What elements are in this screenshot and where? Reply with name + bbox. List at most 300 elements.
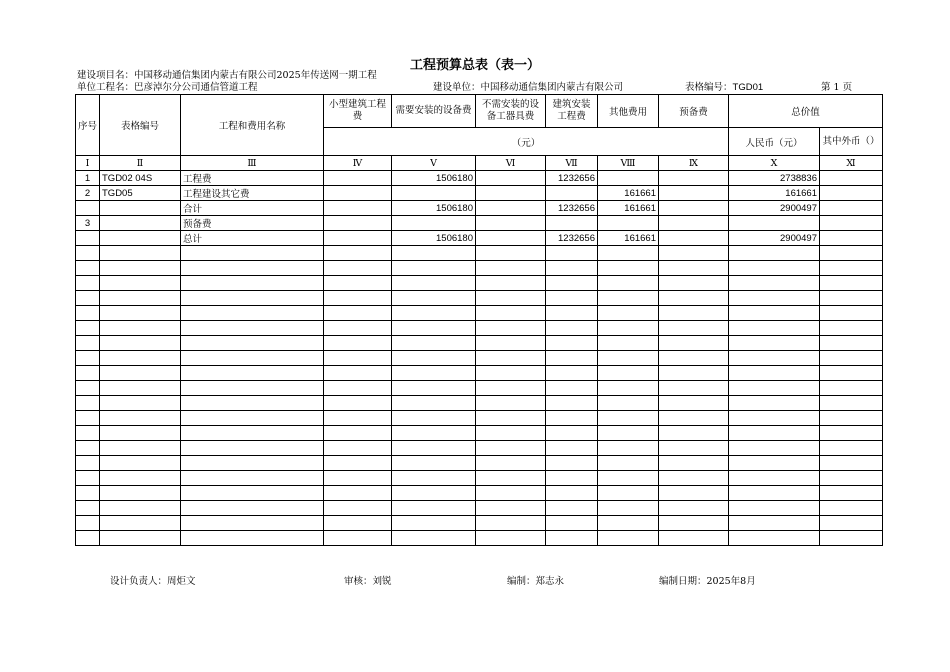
empty-cell xyxy=(729,306,820,321)
empty-cell xyxy=(76,246,100,261)
empty-cell xyxy=(820,531,883,546)
empty-cell xyxy=(820,336,883,351)
table-row-empty xyxy=(76,426,883,441)
empty-cell xyxy=(392,516,476,531)
roman-numeral-row xyxy=(76,156,883,171)
empty-cell xyxy=(598,516,659,531)
cell-c5: 1506180 xyxy=(392,201,476,216)
cell-c10: 2900497 xyxy=(729,231,820,246)
designer-signature: 设计负责人：周炬文 xyxy=(110,576,196,587)
reviewer-signature: 审核：刘锐 xyxy=(344,576,392,587)
empty-cell xyxy=(324,381,392,396)
empty-cell xyxy=(476,306,546,321)
empty-cell xyxy=(820,516,883,531)
project-value: 中国移动通信集团内蒙古有限公司2025年传送网一期工程 xyxy=(134,70,377,81)
empty-cell xyxy=(659,366,729,381)
cell-c9 xyxy=(659,171,729,186)
header-row-1 xyxy=(76,95,883,128)
empty-cell xyxy=(729,396,820,411)
col-other-fees-header: 其他费用 xyxy=(598,95,659,128)
empty-cell xyxy=(598,276,659,291)
empty-cell xyxy=(324,426,392,441)
empty-cell xyxy=(76,486,100,501)
roman-11: Ⅺ xyxy=(820,156,883,171)
col-total-value-header: 总价值 xyxy=(729,95,883,128)
empty-cell xyxy=(100,426,181,441)
empty-cell xyxy=(100,501,181,516)
table-row xyxy=(76,216,883,231)
empty-cell xyxy=(820,411,883,426)
empty-cell xyxy=(820,501,883,516)
roman-1: Ⅰ xyxy=(76,156,100,171)
empty-cell xyxy=(820,381,883,396)
empty-cell xyxy=(392,501,476,516)
empty-cell xyxy=(76,411,100,426)
unit-label: 单位工程名： xyxy=(77,82,135,93)
cell-name: 工程建设其它费 xyxy=(181,186,324,201)
empty-cell xyxy=(729,366,820,381)
empty-cell xyxy=(181,336,324,351)
empty-cell xyxy=(100,516,181,531)
table-row-empty xyxy=(76,276,883,291)
empty-cell xyxy=(729,426,820,441)
empty-cell xyxy=(76,291,100,306)
unit-value: 巴彦淖尔分公司通信管道工程 xyxy=(134,82,258,93)
empty-cell xyxy=(476,366,546,381)
cell-c11 xyxy=(820,171,883,186)
empty-cell xyxy=(476,396,546,411)
empty-cell xyxy=(659,396,729,411)
empty-cell xyxy=(598,486,659,501)
empty-cell xyxy=(76,366,100,381)
empty-cell xyxy=(546,486,598,501)
cell-c5: 1506180 xyxy=(392,231,476,246)
cell-seq: 3 xyxy=(76,216,100,231)
empty-cell xyxy=(181,321,324,336)
empty-cell xyxy=(729,246,820,261)
empty-cell xyxy=(598,291,659,306)
empty-cell xyxy=(820,396,883,411)
cell-c10: 2738836 xyxy=(729,171,820,186)
empty-cell xyxy=(100,351,181,366)
empty-cell xyxy=(324,291,392,306)
empty-cell xyxy=(659,486,729,501)
cell-c11 xyxy=(820,186,883,201)
cell-c4 xyxy=(324,201,392,216)
empty-cell xyxy=(76,426,100,441)
empty-cell xyxy=(546,411,598,426)
empty-cell xyxy=(392,261,476,276)
empty-cell xyxy=(476,471,546,486)
table-row-empty xyxy=(76,336,883,351)
empty-cell xyxy=(659,306,729,321)
empty-cell xyxy=(100,456,181,471)
cell-c7: 1232656 xyxy=(546,171,598,186)
empty-cell xyxy=(546,306,598,321)
table-row-empty xyxy=(76,261,883,276)
empty-cell xyxy=(181,501,324,516)
empty-cell xyxy=(598,381,659,396)
roman-10: Ⅹ xyxy=(729,156,820,171)
cell-c8 xyxy=(598,216,659,231)
empty-cell xyxy=(392,531,476,546)
cell-c5 xyxy=(392,186,476,201)
cell-code: TGD02 04S xyxy=(100,171,181,186)
empty-cell xyxy=(76,306,100,321)
table-row-empty xyxy=(76,411,883,426)
empty-cell xyxy=(76,531,100,546)
cell-c11 xyxy=(820,216,883,231)
empty-cell xyxy=(76,516,100,531)
empty-cell xyxy=(392,276,476,291)
empty-cell xyxy=(546,261,598,276)
cell-code xyxy=(100,201,181,216)
empty-cell xyxy=(598,471,659,486)
empty-cell xyxy=(76,396,100,411)
empty-cell xyxy=(729,291,820,306)
table-row-empty xyxy=(76,456,883,471)
empty-cell xyxy=(820,261,883,276)
empty-cell xyxy=(100,441,181,456)
empty-cell xyxy=(324,246,392,261)
roman-7: Ⅶ xyxy=(546,156,598,171)
form-number-value: TGD01 xyxy=(732,82,764,93)
empty-cell xyxy=(659,501,729,516)
empty-cell xyxy=(659,276,729,291)
empty-cell xyxy=(546,276,598,291)
empty-cell xyxy=(324,276,392,291)
empty-cell xyxy=(659,531,729,546)
empty-cell xyxy=(181,531,324,546)
empty-cell xyxy=(392,336,476,351)
col-equipment-install-header: 需要安装的设备费 xyxy=(392,95,476,128)
empty-cell xyxy=(598,246,659,261)
empty-cell xyxy=(598,456,659,471)
empty-cell xyxy=(820,246,883,261)
empty-cell xyxy=(392,351,476,366)
empty-cell xyxy=(820,276,883,291)
page-title: 工程预算总表（表一） xyxy=(409,58,540,73)
cell-c9 xyxy=(659,216,729,231)
empty-cell xyxy=(324,306,392,321)
empty-cell xyxy=(324,321,392,336)
empty-cell xyxy=(392,321,476,336)
empty-cell xyxy=(76,321,100,336)
empty-cell xyxy=(100,261,181,276)
empty-cell xyxy=(100,486,181,501)
empty-cell xyxy=(598,396,659,411)
empty-cell xyxy=(181,486,324,501)
cell-c6 xyxy=(476,231,546,246)
cell-c7: 1232656 xyxy=(546,201,598,216)
empty-cell xyxy=(820,306,883,321)
empty-cell xyxy=(324,486,392,501)
form-number-label: 表格编号： xyxy=(685,82,733,93)
empty-cell xyxy=(659,471,729,486)
empty-cell xyxy=(324,396,392,411)
empty-cell xyxy=(546,246,598,261)
table-row xyxy=(76,171,883,186)
table-row-empty xyxy=(76,501,883,516)
cell-code: TGD05 xyxy=(100,186,181,201)
table-row-empty xyxy=(76,366,883,381)
empty-cell xyxy=(392,306,476,321)
empty-cell xyxy=(546,426,598,441)
col-form-code-header: 表格编号 xyxy=(100,95,181,156)
table-row-empty xyxy=(76,516,883,531)
cell-c4 xyxy=(324,216,392,231)
empty-cell xyxy=(729,321,820,336)
empty-cell xyxy=(324,471,392,486)
empty-cell xyxy=(659,261,729,276)
empty-cell xyxy=(476,501,546,516)
cell-c7: 1232656 xyxy=(546,231,598,246)
empty-cell xyxy=(476,246,546,261)
empty-cell xyxy=(546,501,598,516)
empty-cell xyxy=(729,336,820,351)
empty-cell xyxy=(476,381,546,396)
cell-c8: 161661 xyxy=(598,186,659,201)
empty-cell xyxy=(181,261,324,276)
empty-cell xyxy=(820,291,883,306)
empty-cell xyxy=(392,246,476,261)
empty-cell xyxy=(392,396,476,411)
empty-cell xyxy=(181,366,324,381)
empty-cell xyxy=(476,276,546,291)
empty-cell xyxy=(729,471,820,486)
empty-cell xyxy=(181,351,324,366)
empty-cell xyxy=(476,261,546,276)
empty-cell xyxy=(659,291,729,306)
empty-cell xyxy=(181,441,324,456)
empty-cell xyxy=(546,381,598,396)
empty-cell xyxy=(392,366,476,381)
cell-c7 xyxy=(546,186,598,201)
empty-cell xyxy=(729,531,820,546)
table-row-empty xyxy=(76,486,883,501)
empty-cell xyxy=(476,321,546,336)
table-row xyxy=(76,186,883,201)
cell-c9 xyxy=(659,186,729,201)
compiler-signature: 编制：郑志永 xyxy=(507,576,565,587)
cell-c10: 161661 xyxy=(729,186,820,201)
empty-cell xyxy=(546,441,598,456)
empty-cell xyxy=(324,531,392,546)
empty-cell xyxy=(181,276,324,291)
empty-cell xyxy=(76,471,100,486)
empty-cell xyxy=(546,531,598,546)
col-small-building-header: 小型建筑工程费 xyxy=(324,95,392,128)
empty-cell xyxy=(100,471,181,486)
roman-9: Ⅸ xyxy=(659,156,729,171)
empty-cell xyxy=(100,336,181,351)
cell-code xyxy=(100,231,181,246)
empty-cell xyxy=(598,351,659,366)
roman-6: Ⅵ xyxy=(476,156,546,171)
empty-cell xyxy=(729,516,820,531)
empty-cell xyxy=(392,471,476,486)
table-row-empty xyxy=(76,441,883,456)
cell-c9 xyxy=(659,231,729,246)
empty-cell xyxy=(100,246,181,261)
empty-cell xyxy=(476,441,546,456)
cell-c6 xyxy=(476,201,546,216)
empty-cell xyxy=(820,366,883,381)
col-seq-header: 序号 xyxy=(76,95,100,156)
empty-cell xyxy=(659,246,729,261)
empty-cell xyxy=(392,411,476,426)
empty-cell xyxy=(598,531,659,546)
empty-cell xyxy=(476,486,546,501)
empty-cell xyxy=(729,261,820,276)
empty-cell xyxy=(546,336,598,351)
empty-cell xyxy=(324,366,392,381)
empty-cell xyxy=(729,456,820,471)
empty-cell xyxy=(324,351,392,366)
empty-cell xyxy=(76,456,100,471)
cell-c7 xyxy=(546,216,598,231)
table-row-empty xyxy=(76,381,883,396)
empty-cell xyxy=(181,471,324,486)
empty-cell xyxy=(598,366,659,381)
cell-seq xyxy=(76,201,100,216)
empty-cell xyxy=(392,456,476,471)
empty-cell xyxy=(659,516,729,531)
empty-cell xyxy=(324,516,392,531)
table-row-empty xyxy=(76,531,883,546)
empty-cell xyxy=(181,381,324,396)
cell-c4 xyxy=(324,231,392,246)
cell-c11 xyxy=(820,231,883,246)
cell-c4 xyxy=(324,171,392,186)
empty-cell xyxy=(659,456,729,471)
empty-cell xyxy=(729,276,820,291)
empty-cell xyxy=(598,411,659,426)
table-row xyxy=(76,231,883,246)
empty-cell xyxy=(100,531,181,546)
empty-cell xyxy=(100,306,181,321)
cell-seq xyxy=(76,231,100,246)
empty-cell xyxy=(476,411,546,426)
empty-cell xyxy=(392,426,476,441)
empty-cell xyxy=(729,441,820,456)
empty-cell xyxy=(476,426,546,441)
empty-cell xyxy=(659,336,729,351)
cell-c8: 161661 xyxy=(598,201,659,216)
empty-cell xyxy=(820,441,883,456)
empty-cell xyxy=(100,381,181,396)
empty-cell xyxy=(729,501,820,516)
cell-c4 xyxy=(324,186,392,201)
empty-cell xyxy=(392,486,476,501)
roman-3: Ⅲ xyxy=(181,156,324,171)
form-number-line xyxy=(685,82,763,94)
cell-c5: 1506180 xyxy=(392,171,476,186)
empty-cell xyxy=(76,276,100,291)
empty-cell xyxy=(324,411,392,426)
empty-cell xyxy=(324,261,392,276)
col-construction-install-header: 建筑安装工程费 xyxy=(546,95,598,128)
cell-c8 xyxy=(598,171,659,186)
cell-name: 合计 xyxy=(181,201,324,216)
empty-cell xyxy=(598,321,659,336)
col-equipment-noinstall-header: 不需安装的设备工器具费 xyxy=(476,95,546,128)
table-row-empty xyxy=(76,321,883,336)
empty-cell xyxy=(76,381,100,396)
empty-cell xyxy=(476,531,546,546)
project-name-line xyxy=(77,70,377,82)
empty-cell xyxy=(820,456,883,471)
roman-2: Ⅱ xyxy=(100,156,181,171)
empty-cell xyxy=(729,411,820,426)
empty-cell xyxy=(729,381,820,396)
empty-cell xyxy=(546,396,598,411)
empty-cell xyxy=(476,456,546,471)
cell-seq: 1 xyxy=(76,171,100,186)
empty-cell xyxy=(729,486,820,501)
empty-cell xyxy=(546,321,598,336)
empty-cell xyxy=(546,366,598,381)
empty-cell xyxy=(181,411,324,426)
roman-8: Ⅷ xyxy=(598,156,659,171)
empty-cell xyxy=(659,441,729,456)
empty-cell xyxy=(181,291,324,306)
empty-cell xyxy=(546,516,598,531)
empty-cell xyxy=(181,426,324,441)
builder-line xyxy=(433,82,623,94)
unit-yuan-label: （元） xyxy=(324,128,729,156)
empty-cell xyxy=(181,456,324,471)
empty-cell xyxy=(100,366,181,381)
empty-cell xyxy=(659,426,729,441)
empty-cell xyxy=(476,336,546,351)
table-row-empty xyxy=(76,396,883,411)
empty-cell xyxy=(76,336,100,351)
col-name-header: 工程和费用名称 xyxy=(181,95,324,156)
empty-cell xyxy=(598,306,659,321)
cell-seq: 2 xyxy=(76,186,100,201)
empty-cell xyxy=(181,516,324,531)
empty-cell xyxy=(392,291,476,306)
empty-cell xyxy=(100,411,181,426)
empty-cell xyxy=(598,426,659,441)
empty-cell xyxy=(598,261,659,276)
empty-cell xyxy=(100,291,181,306)
empty-cell xyxy=(181,246,324,261)
empty-cell xyxy=(820,486,883,501)
cell-c9 xyxy=(659,201,729,216)
empty-cell xyxy=(476,351,546,366)
cell-c6 xyxy=(476,216,546,231)
project-label: 建设项目名： xyxy=(77,70,135,81)
empty-cell xyxy=(324,336,392,351)
empty-cell xyxy=(100,276,181,291)
roman-5: Ⅴ xyxy=(392,156,476,171)
empty-cell xyxy=(100,396,181,411)
cell-name: 工程费 xyxy=(181,171,324,186)
empty-cell xyxy=(598,501,659,516)
empty-cell xyxy=(76,501,100,516)
empty-cell xyxy=(820,351,883,366)
empty-cell xyxy=(324,441,392,456)
empty-cell xyxy=(324,456,392,471)
empty-cell xyxy=(546,456,598,471)
cell-c6 xyxy=(476,186,546,201)
cell-c10: 2900497 xyxy=(729,201,820,216)
builder-value: 中国移动通信集团内蒙古有限公司 xyxy=(480,82,624,93)
budget-table xyxy=(75,94,883,546)
cell-name: 总计 xyxy=(181,231,324,246)
